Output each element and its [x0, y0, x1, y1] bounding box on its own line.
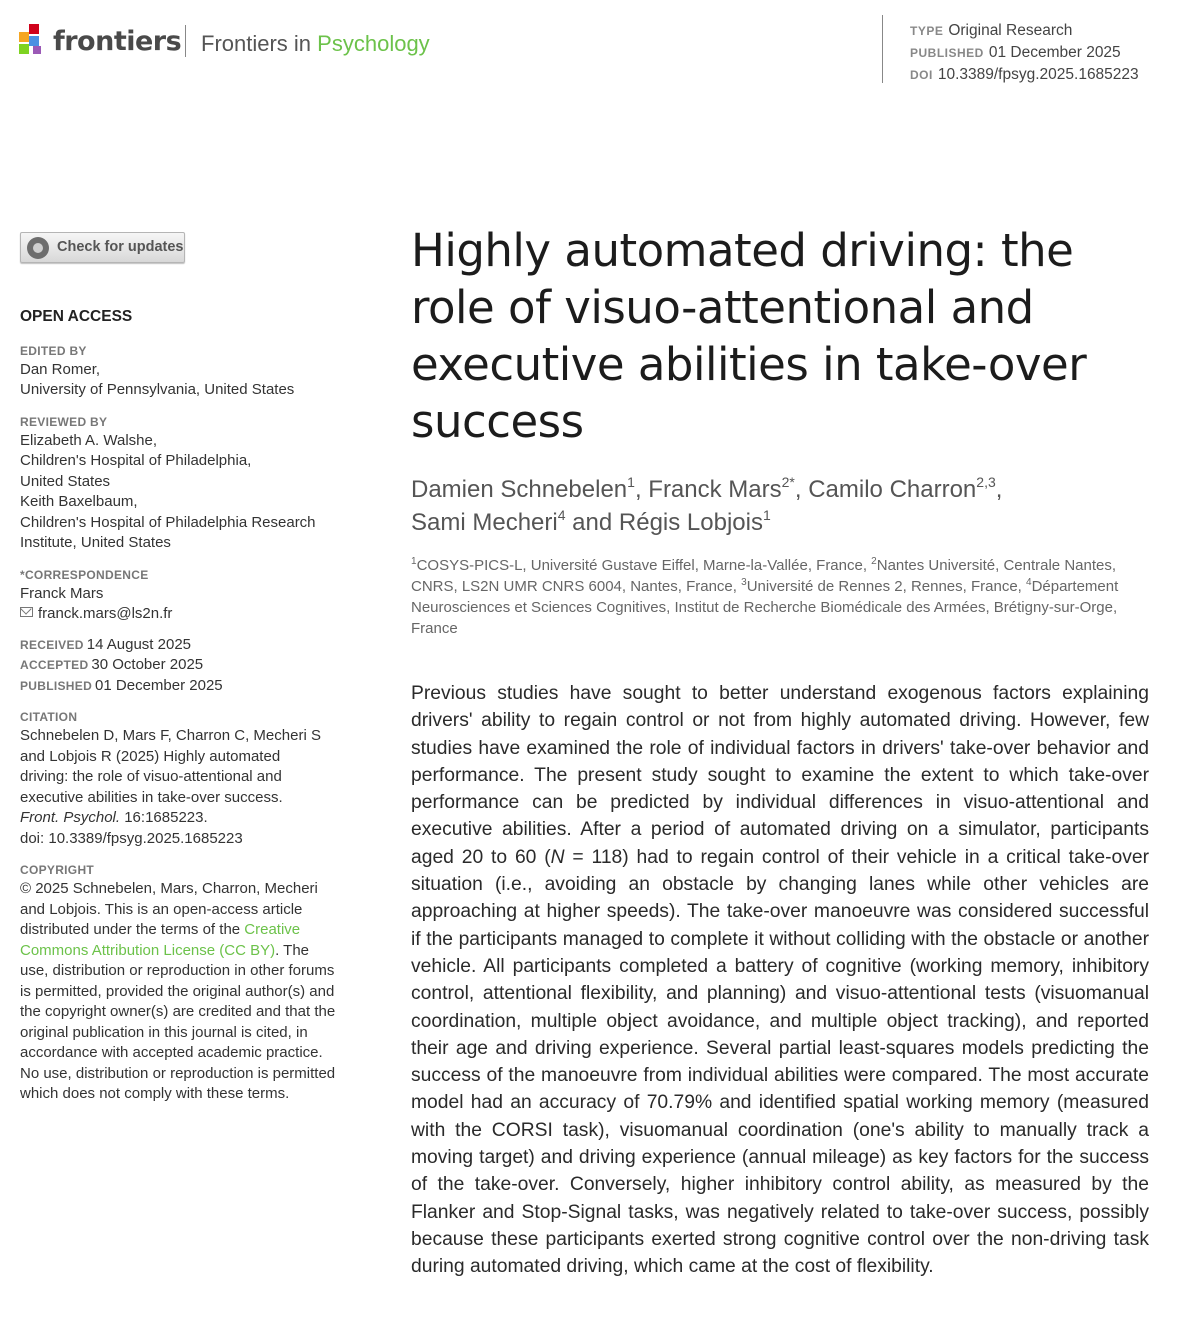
accepted-value: 30 October 2025: [91, 656, 204, 673]
author-name[interactable]: Damien Schnebelen: [411, 476, 628, 503]
journal-field: Psychology: [317, 31, 430, 56]
open-access-heading: OPEN ACCESS: [20, 308, 133, 325]
affil-text: COSYS-PICS-L, Université Gustave Eiffel, Marne-la-Vallée, France,: [416, 557, 872, 574]
author-affil: 4: [557, 507, 566, 523]
author-affil: 2,3: [976, 474, 996, 490]
dates: [20, 635, 355, 697]
article-title: Highly automated driving: the role of visuo-attentional and executive abilities in take-over success: [411, 224, 1087, 448]
mail-icon: [20, 607, 33, 617]
abstract-text-1: Previous studies have sought to better understand exogenous factors explaining drivers' ability to regain control or not from highly automated driving. However, few studies have examined the role of individual factors in drivers' take-over behavior and performance. The present study sought to examine the extent to which take-over performance can be predicted by individual differences in visuo-attentional and executive abilities. After a period of automated driving on a simulator, participants aged 20 to 60 (: [411, 683, 1149, 868]
correspondence-email-row[interactable]: [20, 604, 355, 625]
author-affil: 1: [627, 474, 635, 490]
author-affil: 1: [763, 507, 771, 523]
citation-doi[interactable]: doi: 10.3389/fpsyg.2025.1685223: [20, 829, 243, 847]
accepted-label: ACCEPTED: [20, 658, 89, 672]
reviewer-line: United States: [20, 472, 111, 490]
editor-affiliation: University of Pennsylvania, United States: [20, 381, 295, 398]
published-label: PUBLISHED: [20, 678, 93, 693]
published-value: 01 December 2025: [95, 676, 223, 694]
editor-name: Dan Romer,: [20, 360, 101, 378]
correspondence-label: *CORRESPONDENCE: [20, 567, 149, 582]
type-value: Original Research: [948, 22, 1073, 39]
check-for-updates-button[interactable]: [20, 232, 185, 263]
header-divider: [185, 25, 186, 57]
citation-label: CITATION: [20, 710, 78, 724]
affil-number: 4: [1026, 577, 1032, 588]
author-name[interactable]: Régis Lobjois: [618, 509, 763, 536]
abstract: [411, 680, 1149, 1281]
article-meta: [910, 20, 1139, 86]
journal-prefix: Frontiers in: [201, 31, 312, 56]
doi-value[interactable]: 10.3389/fpsyg.2025.1685223: [937, 66, 1139, 83]
check-for-updates-label: Check for updates: [57, 239, 184, 256]
received-label: RECEIVED: [20, 637, 84, 652]
author-sep: and: [565, 509, 619, 536]
frontiers-logo[interactable]: [19, 24, 181, 58]
copyright-text-start: © 2025 Schnebelen, Mars, Charron, Mecheri and Lobjois. This is an open-access article distributed under the terms of the: [20, 880, 318, 938]
author-name[interactable]: Camilo Charron: [808, 476, 977, 503]
reviewer-line: Children's Hospital of Philadelphia,: [20, 452, 252, 469]
copyright-text-end: . The use, distribution or reproduction in other forums is permitted, provided the original author(s) and the copyright owner(s) are credited and that the original publication in this journal is cited, in accordance with accepted academic practice. No use, distribution or reproduction is permitted which does not comply with these terms.: [20, 941, 336, 1102]
citation-text: Schnebelen D, Mars F, Charron C, Mecheri S and Lobjois R (2025) Highly automated driving: the role of visuo-attentional and executive abilities in take-over success.: [20, 727, 321, 806]
license-link[interactable]: Creative Commons Attribution License (CC BY): [20, 921, 301, 959]
published-label: PUBLISHED: [910, 46, 984, 60]
author-sep: ,: [794, 476, 809, 503]
meta-divider: [882, 15, 883, 83]
reviewed-by-label: REVIEWED BY: [20, 414, 108, 429]
sidebar: [20, 232, 355, 1105]
citation-volume: 16:1685223.: [124, 809, 208, 826]
affil-text: Nantes Université, Centrale Nantes, CNRS, LS2N UMR CNRS 6004, Nantes, France,: [411, 557, 1117, 595]
correspondence-email[interactable]: franck.mars@ls2n.fr: [38, 605, 173, 622]
update-icon: [27, 237, 49, 259]
affiliations: [411, 555, 1151, 639]
correspondence-name: Franck Mars: [20, 584, 104, 602]
journal-name[interactable]: [201, 31, 430, 57]
affil-number: 2: [871, 556, 877, 567]
reviewer-line: Elizabeth A. Walshe,: [20, 431, 158, 449]
edited-by-label: EDITED BY: [20, 343, 87, 358]
affil-text: Département Neurosciences et Sciences Cognitives, Institut de Recherche Biomédicale des Armées, Brétigny-sur-Orge, France: [411, 578, 1119, 637]
frontiers-logo-icon: [19, 24, 49, 58]
received-value: 14 August 2025: [86, 635, 192, 653]
reviewer-line: Institute, United States: [20, 534, 171, 551]
published-value: 01 December 2025: [988, 44, 1121, 61]
brand-name: frontiers: [53, 25, 182, 57]
abstract-n: N: [550, 846, 565, 868]
abstract-text-2: = 118) had to regain control of their vehicle in a critical take-over situation (i.e., avoiding an obstacle by changing lanes while other vehicles are approaching at higher speeds). The take-over manoeuvre was considered successful if the participants managed to complete it without colliding with the obstacle or another vehicle. All participants completed a battery of cognitive (working memory, inhibitory control, attentional flexibility, and planning) and visuo-attentional tests (visuomanual coordination, multiple object avoidance, and multiple object tracking), and reported their age and driving experience. Several partial least-squares models predicting the success of the manoeuvre from individual abilities were compared. The most accurate model had an accuracy of 70.79% and identified spatial working memory (measured with the CORSI task), visuomanual coordination (one's ability to manually track a moving target) and driving experience (annual mileage) as key factors for the success of the take-over. Conversely, higher inhibitory control ability, as measured by the Flanker and Stop-Signal tasks, was negatively related to take-over success, possibly because these participants exerted strong cognitive control over the non-driving task during automated driving, which came at the cost of flexibility.: [411, 846, 1150, 1278]
author-sep: ,: [634, 476, 649, 503]
citation-journal: Front. Psychol.: [20, 809, 121, 826]
reviewer-line: Keith Baxelbaum,: [20, 493, 138, 510]
author-name[interactable]: Sami Mecheri: [411, 509, 558, 536]
author-sep: ,: [995, 476, 1003, 503]
reviewer-line: Children's Hospital of Philadelphia Research: [20, 513, 316, 531]
affil-number: 3: [741, 577, 747, 588]
citation: [20, 726, 330, 849]
affil-text: Université de Rennes 2, Rennes, France,: [746, 578, 1026, 595]
type-label: TYPE: [910, 24, 944, 38]
author-list: [411, 473, 1151, 539]
affil-number: 1: [411, 556, 417, 567]
author-name[interactable]: Franck Mars: [648, 476, 782, 503]
doi-label: DOI: [910, 68, 933, 82]
copyright-text: [20, 879, 340, 1105]
author-affil: 2*: [781, 474, 795, 490]
copyright-label: COPYRIGHT: [20, 863, 95, 877]
